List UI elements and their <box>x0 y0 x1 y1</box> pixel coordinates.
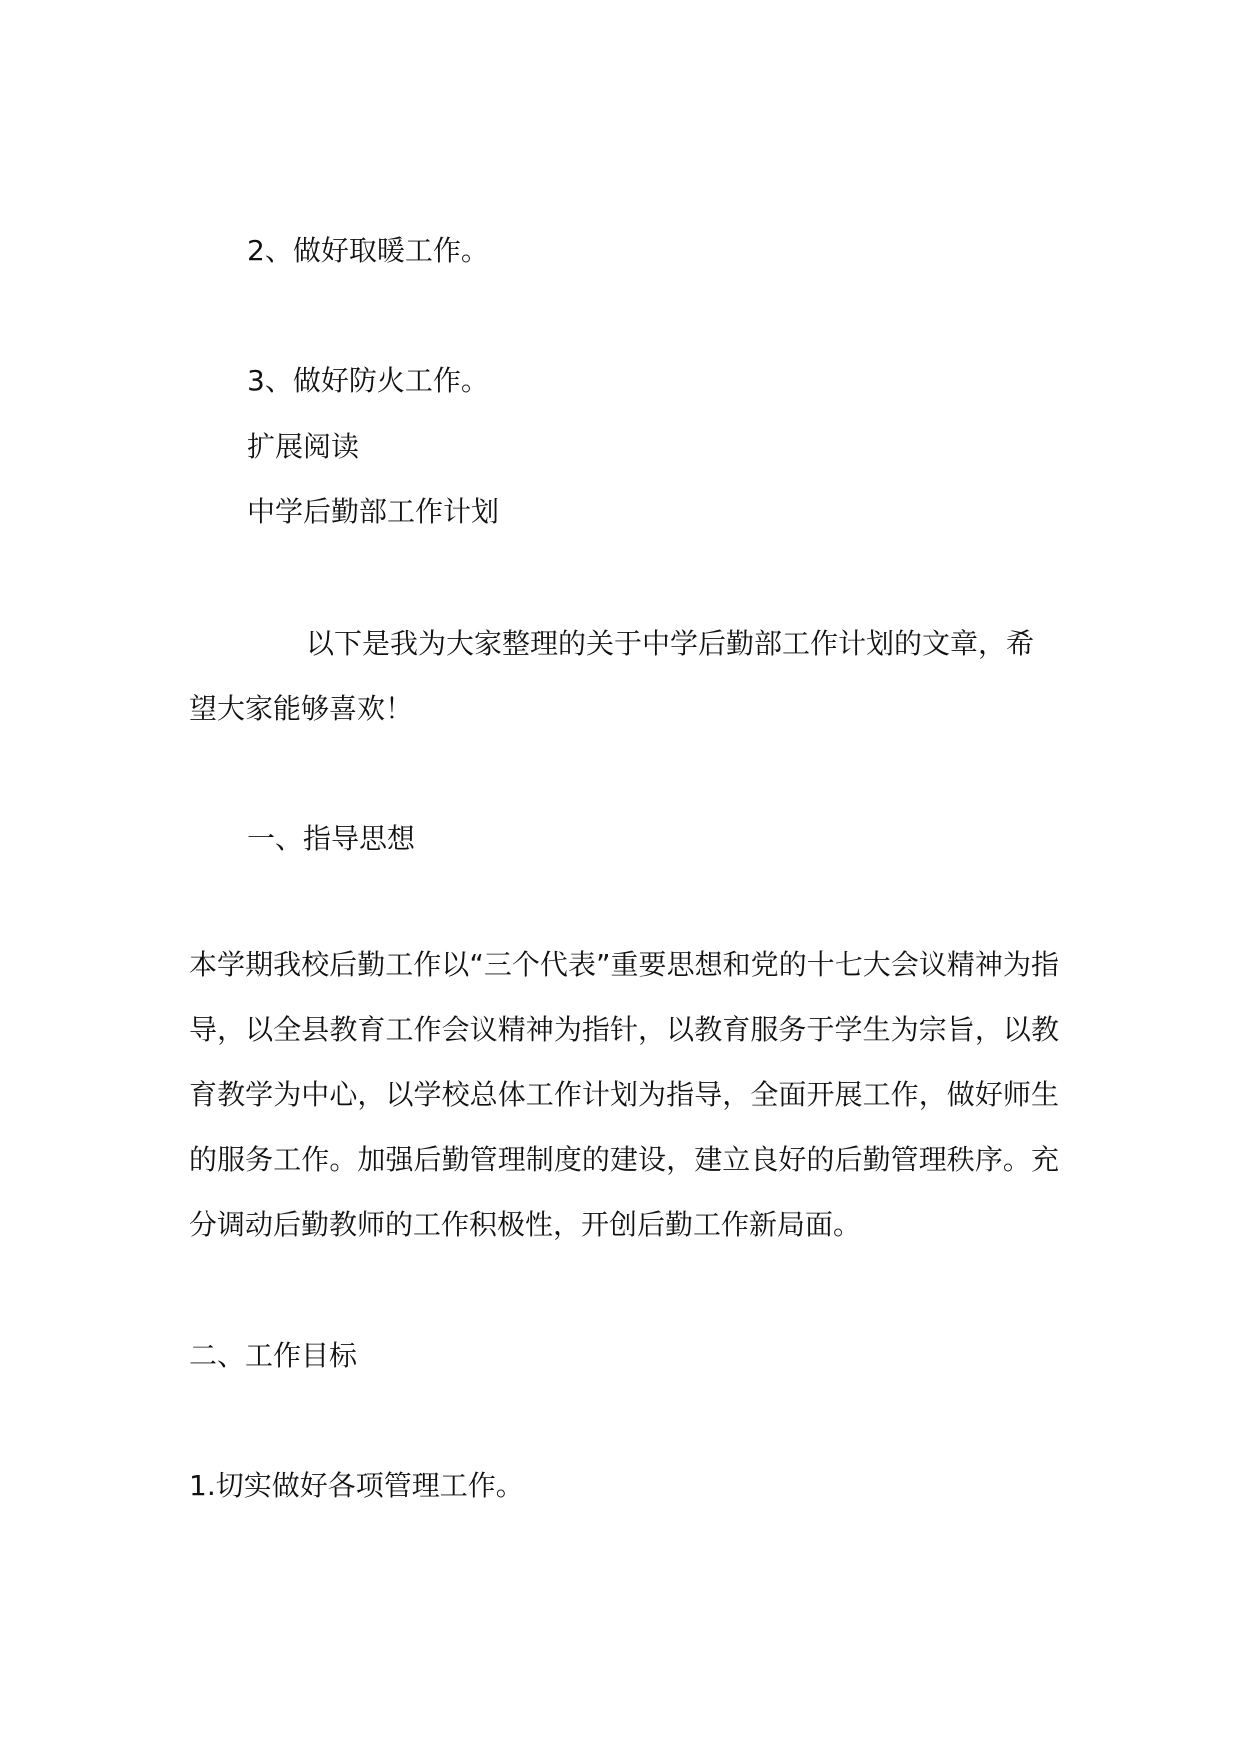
intro-line-1: 以下是我为大家整理的关于中学后勤部工作计划的文章，希 <box>306 627 1035 660</box>
intro-line-2: 望大家能够喜欢！ <box>189 692 414 725</box>
extended-reading-label: 扩展阅读 <box>247 430 360 463</box>
section-2-heading: 二、工作目标 <box>189 1339 358 1372</box>
list-item-fire-prevention: 3、做好防火工作。 <box>247 364 489 397</box>
list-item-heating: 2、做好取暖工作。 <box>247 234 489 267</box>
article-title: 中学后勤部工作计划 <box>247 495 500 528</box>
goal-item-1: 1.切实做好各项管理工作。 <box>189 1469 524 1502</box>
section-1-heading: 一、指导思想 <box>247 822 416 855</box>
section-1-body: 本学期我校后勤工作以“三个代表”重要思想和党的十七大会议精神为指导，以全县教育工作会议精神为指针，以教育服务于学生为宗旨，以教育教学为中心，以学校总体工作计划为指导，全面开展工作，做好师生的服务工作。加强后勤管理制度的建设，建立良好的后勤管理秩序。充分调动后勤教师的工作积极性，开创后勤工作新局面。 <box>189 948 1059 1241</box>
